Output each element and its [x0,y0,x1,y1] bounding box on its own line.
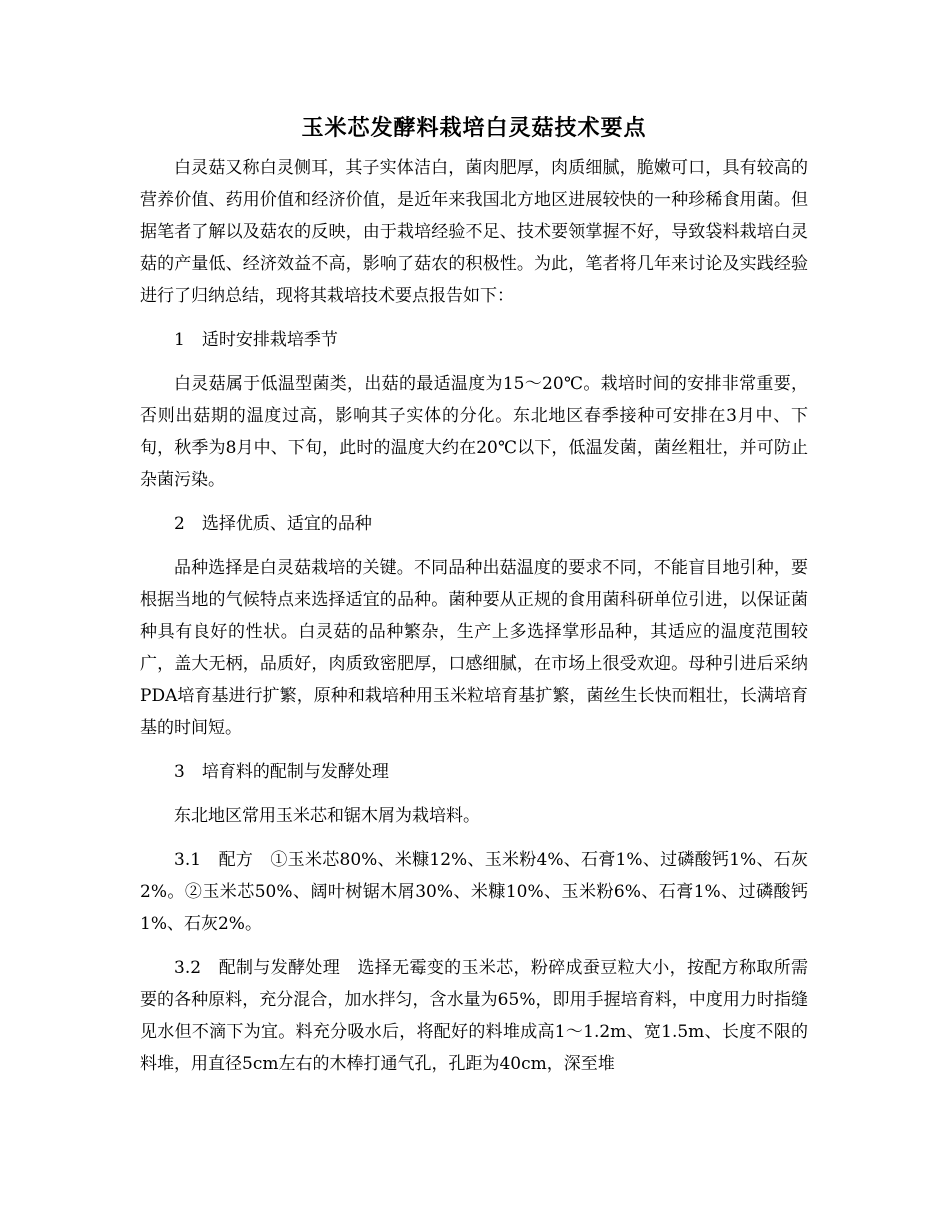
paragraph-variety: 品种选择是白灵菇栽培的关键。不同品种出菇温度的要求不同，不能盲目地引种，要根据当地的气候特点来选择适宜的品种。菌种要从正规的食用菌科研单位引进，以保证菌种具有良好的性状。白灵菇的品种繁杂，生产上多选择掌形品种，其适应的温度范围较广，盖大无柄，品质好，肉质致密肥厚，口感细腻，在市场上很受欢迎。母种引进后采纳PDA培育基进行扩繁，原种和栽培种用玉米粒培育基扩繁，菌丝生长快而粗壮，长满培育基的时间短。 [140,558,808,738]
paragraph-formula: 3.1 配方 ①玉米芯80%、米糠12%、玉米粉4%、石膏1%、过磷酸钙1%、石灰2%。②玉米芯50%、阔叶树锯木屑30%、米糠10%、玉米粉6%、石膏1%、过磷酸钙1%、石灰2%。 [140,850,808,934]
paragraph-intro: 白灵菇又称白灵侧耳，其子实体洁白，菌肉肥厚，肉质细腻，脆嫩可口，具有较高的营养价值、药用价值和经济价值，是近年来我国北方地区进展较快的一种珍稀食用菌。但据笔者了解以及菇农的反映，由于栽培经验不足、技术要领掌握不好，导致袋料栽培白灵菇的产量低、经济效益不高，影响了菇农的积极性。为此，笔者将几年来讨论及实践经验进行了归纳总结，现将其栽培技术要点报告如下： [140,158,808,306]
paragraph-fermentation: 3.2 配制与发酵处理 选择无霉变的玉米芯，粉碎成蚕豆粒大小，按配方称取所需要的各种原料，充分混合，加水拌匀，含水量为65%，即用手握培育料，中度用力时指缝见水但不滴下为宜。料充分吸水后，将配好的料堆成高1～1.2m、宽1.5m、长度不限的料堆，用直径5cm左右的木棒打通气孔，孔距为40cm，深至堆 [140,958,808,1074]
document-body [140,112,808,1080]
section-heading-1: 1 适时安排栽培季节 [174,330,338,350]
paragraph-season: 白灵菇属于低温型菌类，出菇的最适温度为15～20℃。栽培时间的安排非常重要，否则出菇期的温度过高，影响其子实体的分化。东北地区春季接种可安排在3月中、下旬，秋季为8月中、下旬，此时的温度大约在20℃以下，低温发菌，菌丝粗壮，并可防止杂菌污染。 [140,374,808,490]
section-heading-3: 3 培育料的配制与发酵处理 [174,762,389,782]
section-heading-2: 2 选择优质、适宜的品种 [174,514,372,534]
paragraph-materials: 东北地区常用玉米芯和锯木屑为栽培料。 [174,806,480,826]
document-title: 玉米芯发酵料栽培白灵菇技术要点 [301,115,647,141]
